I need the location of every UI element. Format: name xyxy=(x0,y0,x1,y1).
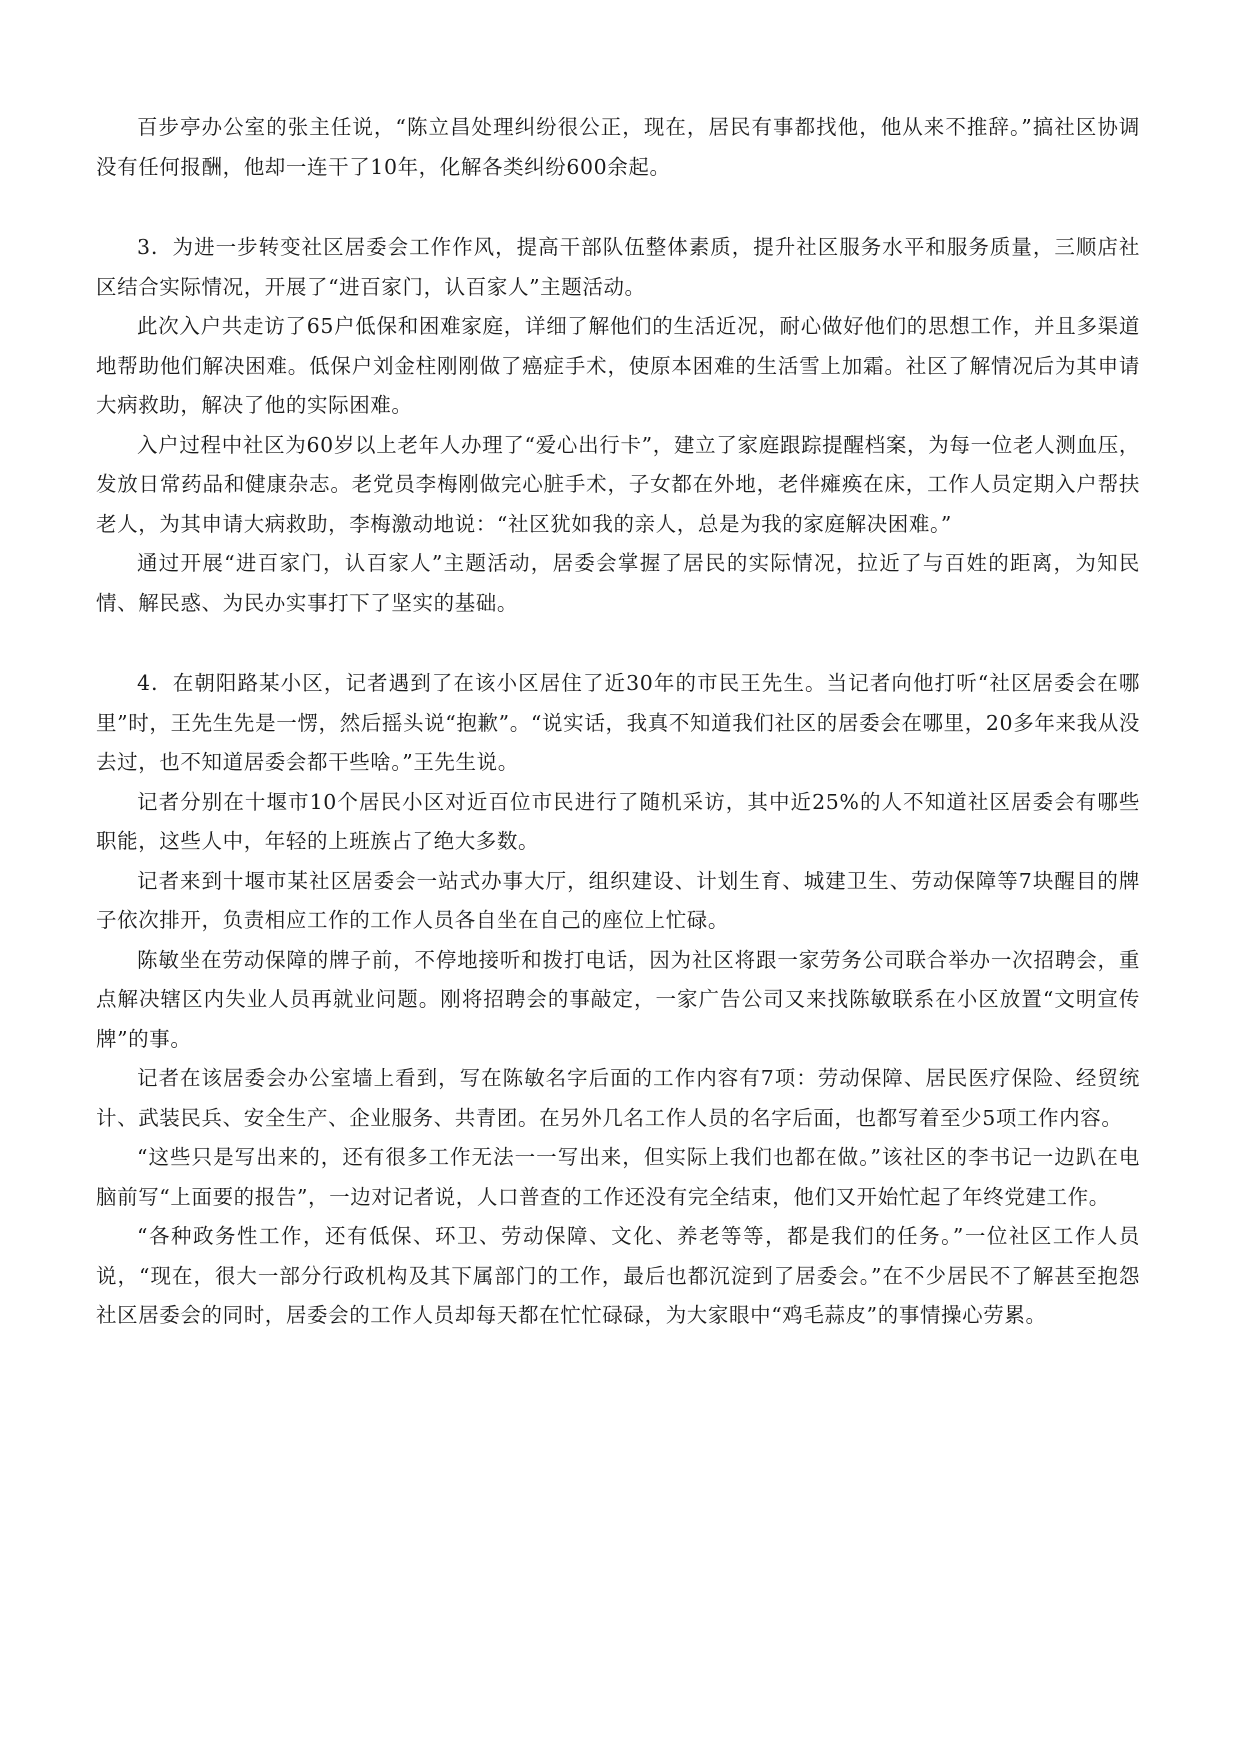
document-page xyxy=(96,108,1140,1336)
paragraph-12: “各种政务性工作，还有低保、环卫、劳动保障、文化、养老等等，都是我们的任务。”一位社区工作人员说，“现在，很大一部分行政机构及其下属部门的工作，最后也都沉淀到了居委会。”在不少居民不了解甚至抱怨社区居委会的同时，居委会的工作人员却每天都在忙忙碌碌，为大家眼中“鸡毛蒜皮”的事情操心劳累。 xyxy=(96,1224,1140,1327)
paragraph-6: 4．在朝阳路某小区，记者遇到了在该小区居住了近30年的市民王先生。当记者向他打听“社区居委会在哪里”时，王先生先是一愣，然后摇头说“抱歉”。“说实话，我真不知道我们社区的居委会在哪里，20多年来我从没去过，也不知道居委会都干些啥。”王先生说。 xyxy=(96,671,1140,774)
paragraph-5: 通过开展“进百家门，认百家人”主题活动，居委会掌握了居民的实际情况，拉近了与百姓的距离，为知民情、解民惑、为民办实事打下了坚实的基础。 xyxy=(96,551,1140,615)
paragraph-9: 陈敏坐在劳动保障的牌子前，不停地接听和拨打电话，因为社区将跟一家劳务公司联合举办一次招聘会，重点解决辖区内失业人员再就业问题。刚将招聘会的事敲定，一家广告公司又来找陈敏联系在小区放置“文明宣传牌”的事。 xyxy=(96,947,1140,1051)
paragraph-7: 记者分别在十堰市10个居民小区对近百位市民进行了随机采访，其中近25%的人不知道社区居委会有哪些职能，这些人中，年轻的上班族占了绝大多数。 xyxy=(96,789,1140,853)
paragraph-1: 百步亭办公室的张主任说，“陈立昌处理纠纷很公正，现在，居民有事都找他，他从来不推辞。”搞社区协调没有任何报酬，他却一连干了10年，化解各类纠纷600余起。 xyxy=(96,115,1140,179)
paragraph-10: 记者在该居委会办公室墙上看到，写在陈敏名字后面的工作内容有7项：劳动保障、居民医疗保险、经贸统计、武装民兵、安全生产、企业服务、共青团。在另外几名工作人员的名字后面，也都写着至少5项工作内容。 xyxy=(96,1066,1140,1130)
paragraph-4: 入户过程中社区为60岁以上老年人办理了“爱心出行卡”，建立了家庭跟踪提醒档案，为每一位老人测血压，发放日常药品和健康杂志。老党员李梅刚做完心脏手术，子女都在外地，老伴瘫痪在床，工作人员定期入户帮扶老人，为其申请大病救助，李梅激动地说：“社区犹如我的亲人，总是为我的家庭解决困难。” xyxy=(96,432,1140,536)
paragraph-2: 3．为进一步转变社区居委会工作作风，提高干部队伍整体素质，提升社区服务水平和服务质量，三顺店社区结合实际情况，开展了“进百家门，认百家人”主题活动。 xyxy=(96,235,1140,299)
paragraph-11: “这些只是写出来的，还有很多工作无法一一写出来，但实际上我们也都在做。”该社区的李书记一边趴在电脑前写“上面要的报告”，一边对记者说，人口普查的工作还没有完全结束，他们又开始忙起了年终党建工作。 xyxy=(96,1145,1140,1209)
paragraph-8: 记者来到十堰市某社区居委会一站式办事大厅，组织建设、计划生育、城建卫生、劳动保障等7块醒目的牌子依次排开，负责相应工作的工作人员各自坐在自己的座位上忙碌。 xyxy=(96,868,1140,932)
paragraph-3: 此次入户共走访了65户低保和困难家庭，详细了解他们的生活近况，耐心做好他们的思想工作，并且多渠道地帮助他们解决困难。低保户刘金柱刚刚做了癌症手术，使原本困难的生活雪上加霜。社区了解情况后为其申请大病救助，解决了他的实际困难。 xyxy=(96,314,1140,417)
